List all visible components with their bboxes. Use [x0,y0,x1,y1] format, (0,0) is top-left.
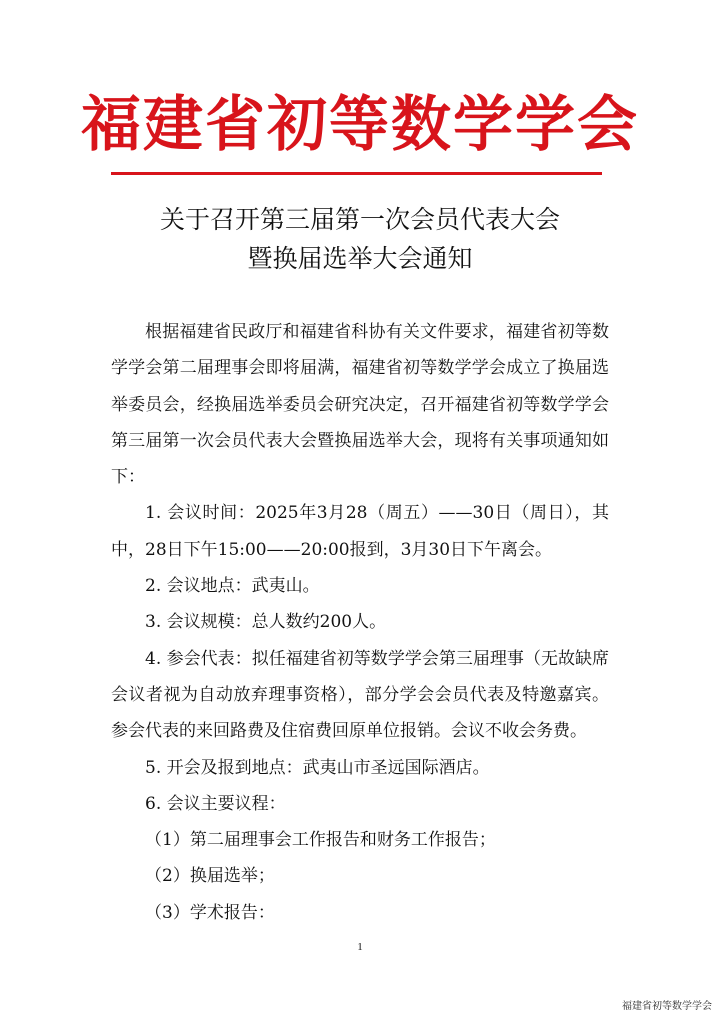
page-number: 1 [357,941,363,953]
item-venue: 5. 开会及报到地点：武夷山市圣远国际酒店。 [145,757,490,778]
agenda-item-2: （2）换届选举； [145,866,275,887]
agenda-item-1: （1）第二届理事会工作报告和财务工作报告； [145,830,496,851]
item-agenda-heading: 6. 会议主要议程： [145,793,286,814]
item-meeting-location: 2. 会议地点：武夷山。 [145,576,320,597]
agenda-item-3: （3）学术报告： [145,902,275,923]
item-meeting-time: 1. 会议时间：2025年3月28（周五）——30日（周日），其中，28日下午15:00——20:00报到，3月30日下午离会。 [111,503,609,560]
notice-title-line-2: 暨换届选举大会通知 [247,244,473,273]
intro-paragraph: 根据福建省民政厅和福建省科协有关文件要求，福建省初等数学学会第二届理事会即将届满，福建省初等数学学会成立了换届选举委员会，经换届选举委员会研究决定，召开福建省初等数学学会第三届第一次会员代表大会暨换届选举大会，现将有关事项通知如下： [111,322,609,488]
item-attendees: 4. 参会代表：拟任福建省初等数学学会第三届理事（无故缺席会议者视为自动放弃理事资格），部分学会会员代表及特邀嘉宾。参会代表的来回路费及住宿费回原单位报销。会议不收会务费。 [111,648,609,742]
header-divider [111,172,602,175]
notice-body [111,314,609,931]
watermark-text: 福建省初等数学学会 [622,1001,712,1012]
organization-title: 福建省初等数学学会 [81,90,639,160]
item-meeting-scale: 3. 会议规模：总人数约200人。 [145,612,387,633]
notice-title-line-1: 关于召开第三届第一次会员代表大会 [159,205,560,234]
